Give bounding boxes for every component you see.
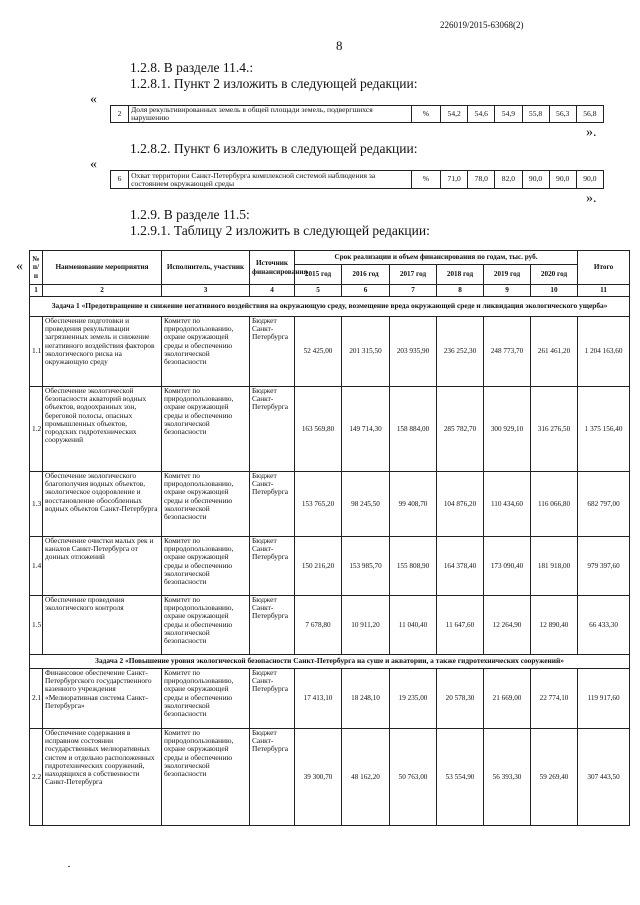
- row-value: 56 393,30: [484, 729, 531, 826]
- indicator-value: 56,8: [576, 106, 603, 123]
- row-name: Обеспечение очистки малых рек и каналов Санкт-Петербурга от донных отложений: [43, 537, 162, 596]
- row-value: 300 929,10: [484, 387, 531, 472]
- row-value: 21 669,00: [484, 669, 531, 729]
- row-executor: Комитет по природопользованию, охране окружающей среды и обеспечению экологической безопасности: [162, 317, 250, 387]
- column-number: 1: [30, 285, 43, 297]
- indicator-value: 90,0: [522, 171, 549, 189]
- indicator-number: 2: [111, 106, 129, 123]
- row-value: 59 269,40: [531, 729, 578, 826]
- row-total: 66 433,30: [578, 596, 630, 655]
- row-value: 52 425,00: [295, 317, 342, 387]
- row-value: 11 647,60: [437, 596, 484, 655]
- row-value: 261 461,20: [531, 317, 578, 387]
- column-number: 7: [390, 285, 437, 297]
- row-value: 7 678,80: [295, 596, 342, 655]
- page-number: 8: [336, 38, 343, 53]
- row-value: 110 434,60: [484, 472, 531, 537]
- row-total: 1 204 163,60: [578, 317, 630, 387]
- row-num: 1.5: [30, 596, 43, 655]
- close-quote: ».: [586, 125, 597, 140]
- indicator-value: 71,0: [441, 171, 468, 189]
- row-name: Обеспечение экологического благополучия водных объектов, экологическое оздоровление и восстановление обособленных водных объектов Санкт-Петербурга: [43, 472, 162, 537]
- header-year: 2016 год: [342, 265, 390, 285]
- column-number: 11: [578, 285, 630, 297]
- row-value: 116 066,80: [531, 472, 578, 537]
- financing-table: [29, 250, 630, 826]
- row-num: 1.2: [30, 387, 43, 472]
- row-name: Финансовое обеспечение Санкт-Петербургского государственного казенного учреждения «Мелиоративная система Санкт-Петербурга»: [43, 669, 162, 729]
- table-row: [30, 729, 630, 826]
- document-number: 226019/2015-63068(2): [440, 20, 524, 30]
- row-value: 39 300,70: [295, 729, 342, 826]
- subsection-1-2-8-1: 1.2.8.1. Пункт 2 изложить в следующей редакции:: [130, 76, 418, 91]
- row-total: 119 917,60: [578, 669, 630, 729]
- row-value: 104 876,20: [437, 472, 484, 537]
- row-total: 979 397,60: [578, 537, 630, 596]
- scan-speck: [68, 866, 70, 867]
- row-executor: Комитет по природопользованию, охране окружающей среды и обеспечению экологической безопасности: [162, 669, 250, 729]
- row-value: 19 235,00: [390, 669, 437, 729]
- column-number: 5: [295, 285, 342, 297]
- row-value: 20 578,30: [437, 669, 484, 729]
- row-executor: Комитет по природопользованию, охране окружающей среды и обеспечению экологической безопасности: [162, 596, 250, 655]
- row-value: 12 890,40: [531, 596, 578, 655]
- indicator-value: 90,0: [549, 171, 576, 189]
- column-number: 4: [250, 285, 295, 297]
- indicator-table-row-6: [110, 170, 604, 189]
- section-heading-1-2-8: 1.2.8. В разделе 11.4.:: [130, 60, 254, 75]
- row-name: Обеспечение содержания в исправном состоянии государственных мелиоративных систем и отдельно расположенных гидротехнических сооружений, находящихся в собственности Санкт-Петербурга: [43, 729, 162, 826]
- row-executor: Комитет по природопользованию, охране окружающей среды и обеспечению экологической безопасности: [162, 472, 250, 537]
- close-quote: ».: [586, 191, 597, 206]
- indicator-value: 90,0: [576, 171, 603, 189]
- row-value: 17 413,10: [295, 669, 342, 729]
- row-value: 149 714,30: [342, 387, 390, 472]
- table-row: [30, 537, 630, 596]
- row-executor: Комитет по природопользованию, охране окружающей среды и обеспечению экологической безопасности: [162, 387, 250, 472]
- indicator-text: Доля рекультивированных земель в общей площади земель, подвергшихся нарушению: [129, 106, 412, 123]
- table-row: [30, 317, 630, 387]
- indicator-value: 54,9: [495, 106, 522, 123]
- header-year: 2017 год: [390, 265, 437, 285]
- header-source: Источник финансирования: [250, 251, 295, 285]
- row-source: Бюджет Санкт-Петербурга: [250, 317, 295, 387]
- row-num: 2.1: [30, 669, 43, 729]
- row-value: 201 315,50: [342, 317, 390, 387]
- row-source: Бюджет Санкт-Петербурга: [250, 472, 295, 537]
- column-number: 9: [484, 285, 531, 297]
- row-total: 682 797,00: [578, 472, 630, 537]
- table-row: [30, 669, 630, 729]
- column-number: 8: [437, 285, 484, 297]
- row-name: Обеспечение экологической безопасности акваторий водных объектов, водоохранных зон, береговой полосы, опасных промышленных объектов, городских гидротехнических сооружений: [43, 387, 162, 472]
- header-year: 2018 год: [437, 265, 484, 285]
- column-number: 10: [531, 285, 578, 297]
- header-total: Итого: [578, 251, 630, 285]
- row-total: 1 375 156,40: [578, 387, 630, 472]
- row-value: 99 408,70: [390, 472, 437, 537]
- section-heading-1-2-9: 1.2.9. В разделе 11.5:: [130, 207, 250, 222]
- row-value: 10 911,20: [342, 596, 390, 655]
- indicator-value: 56,3: [549, 106, 576, 123]
- row-num: 1.3: [30, 472, 43, 537]
- row-source: Бюджет Санкт-Петербурга: [250, 729, 295, 826]
- header-name: Наименование мероприятия: [43, 251, 162, 285]
- row-value: 158 884,00: [390, 387, 437, 472]
- column-number: 2: [43, 285, 162, 297]
- header-num: № п/п: [30, 251, 43, 285]
- row-value: 50 763,00: [390, 729, 437, 826]
- row-value: 18 248,10: [342, 669, 390, 729]
- indicator-text: Охват территории Санкт-Петербурга комплексной системой наблюдения за состоянием окружающей среды: [129, 171, 412, 189]
- row-executor: Комитет по природопользованию, охране окружающей среды и обеспечению экологической безопасности: [162, 729, 250, 826]
- row-value: 285 782,70: [437, 387, 484, 472]
- header-year: 2020 год: [531, 265, 578, 285]
- table-row: [30, 596, 630, 655]
- header-year: 2015 год: [295, 265, 342, 285]
- row-value: 248 773,70: [484, 317, 531, 387]
- task-1-row: Задача 1 «Предотвращение и снижение негативного воздействия на окружающую среду, возмещение вреда окружающей среде и ликвидация экологического ущерба»: [30, 297, 630, 317]
- open-quote: «: [16, 259, 23, 274]
- row-value: 173 090,40: [484, 537, 531, 596]
- row-value: 181 918,00: [531, 537, 578, 596]
- row-source: Бюджет Санкт-Петербурга: [250, 669, 295, 729]
- row-name: Обеспечение проведения экологического контроля: [43, 596, 162, 655]
- row-num: 1.4: [30, 537, 43, 596]
- indicator-number: 6: [111, 171, 129, 189]
- open-quote: «: [90, 157, 97, 172]
- row-value: 150 216,20: [295, 537, 342, 596]
- task-2-row: Задача 2 «Повышение уровня экологической безопасности Санкт-Петербурга на суше и акватории, а также гидротехнических сооружений»: [30, 655, 630, 669]
- row-value: 153 985,70: [342, 537, 390, 596]
- row-value: 48 162,20: [342, 729, 390, 826]
- row-value: 98 245,50: [342, 472, 390, 537]
- indicator-unit: %: [411, 171, 440, 189]
- indicator-value: 78,0: [468, 171, 495, 189]
- table-row: [30, 387, 630, 472]
- open-quote: «: [90, 92, 97, 107]
- row-executor: Комитет по природопользованию, охране окружающей среды и обеспечению экологической безопасности: [162, 537, 250, 596]
- indicator-unit: %: [411, 106, 440, 123]
- row-total: 307 443,50: [578, 729, 630, 826]
- row-name: Обеспечение подготовки и проведения рекультивации загрязненных земель и снижение негативного воздействия факторов экологического риска на окружающую среду: [43, 317, 162, 387]
- row-num: 1.1: [30, 317, 43, 387]
- indicator-value: 55,8: [522, 106, 549, 123]
- row-value: 164 378,40: [437, 537, 484, 596]
- row-num: 2.2: [30, 729, 43, 826]
- indicator-value: 54,2: [441, 106, 468, 123]
- indicator-value: 54,6: [468, 106, 495, 123]
- row-value: 316 276,50: [531, 387, 578, 472]
- row-value: 163 569,80: [295, 387, 342, 472]
- row-value: 236 252,30: [437, 317, 484, 387]
- header-executor: Исполнитель, участник: [162, 251, 250, 285]
- row-value: 11 040,40: [390, 596, 437, 655]
- header-period: Срок реализации и объем финансирования по годам, тыс. руб.: [295, 251, 578, 265]
- column-number: 3: [162, 285, 250, 297]
- subsection-1-2-9-1: 1.2.9.1. Таблицу 2 изложить в следующей редакции:: [130, 223, 430, 238]
- indicator-value: 82,0: [495, 171, 522, 189]
- row-value: 203 935,90: [390, 317, 437, 387]
- row-value: 12 264,90: [484, 596, 531, 655]
- row-value: 153 765,20: [295, 472, 342, 537]
- row-value: 53 554,90: [437, 729, 484, 826]
- header-year: 2019 год: [484, 265, 531, 285]
- row-source: Бюджет Санкт-Петербурга: [250, 387, 295, 472]
- row-source: Бюджет Санкт-Петербурга: [250, 596, 295, 655]
- row-value: 22 774,10: [531, 669, 578, 729]
- row-value: 155 808,90: [390, 537, 437, 596]
- column-number: 6: [342, 285, 390, 297]
- subsection-1-2-8-2: 1.2.8.2. Пункт 6 изложить в следующей редакции:: [130, 141, 418, 156]
- row-source: Бюджет Санкт-Петербурга: [250, 537, 295, 596]
- table-row: [30, 472, 630, 537]
- indicator-table-row-2: [110, 105, 604, 123]
